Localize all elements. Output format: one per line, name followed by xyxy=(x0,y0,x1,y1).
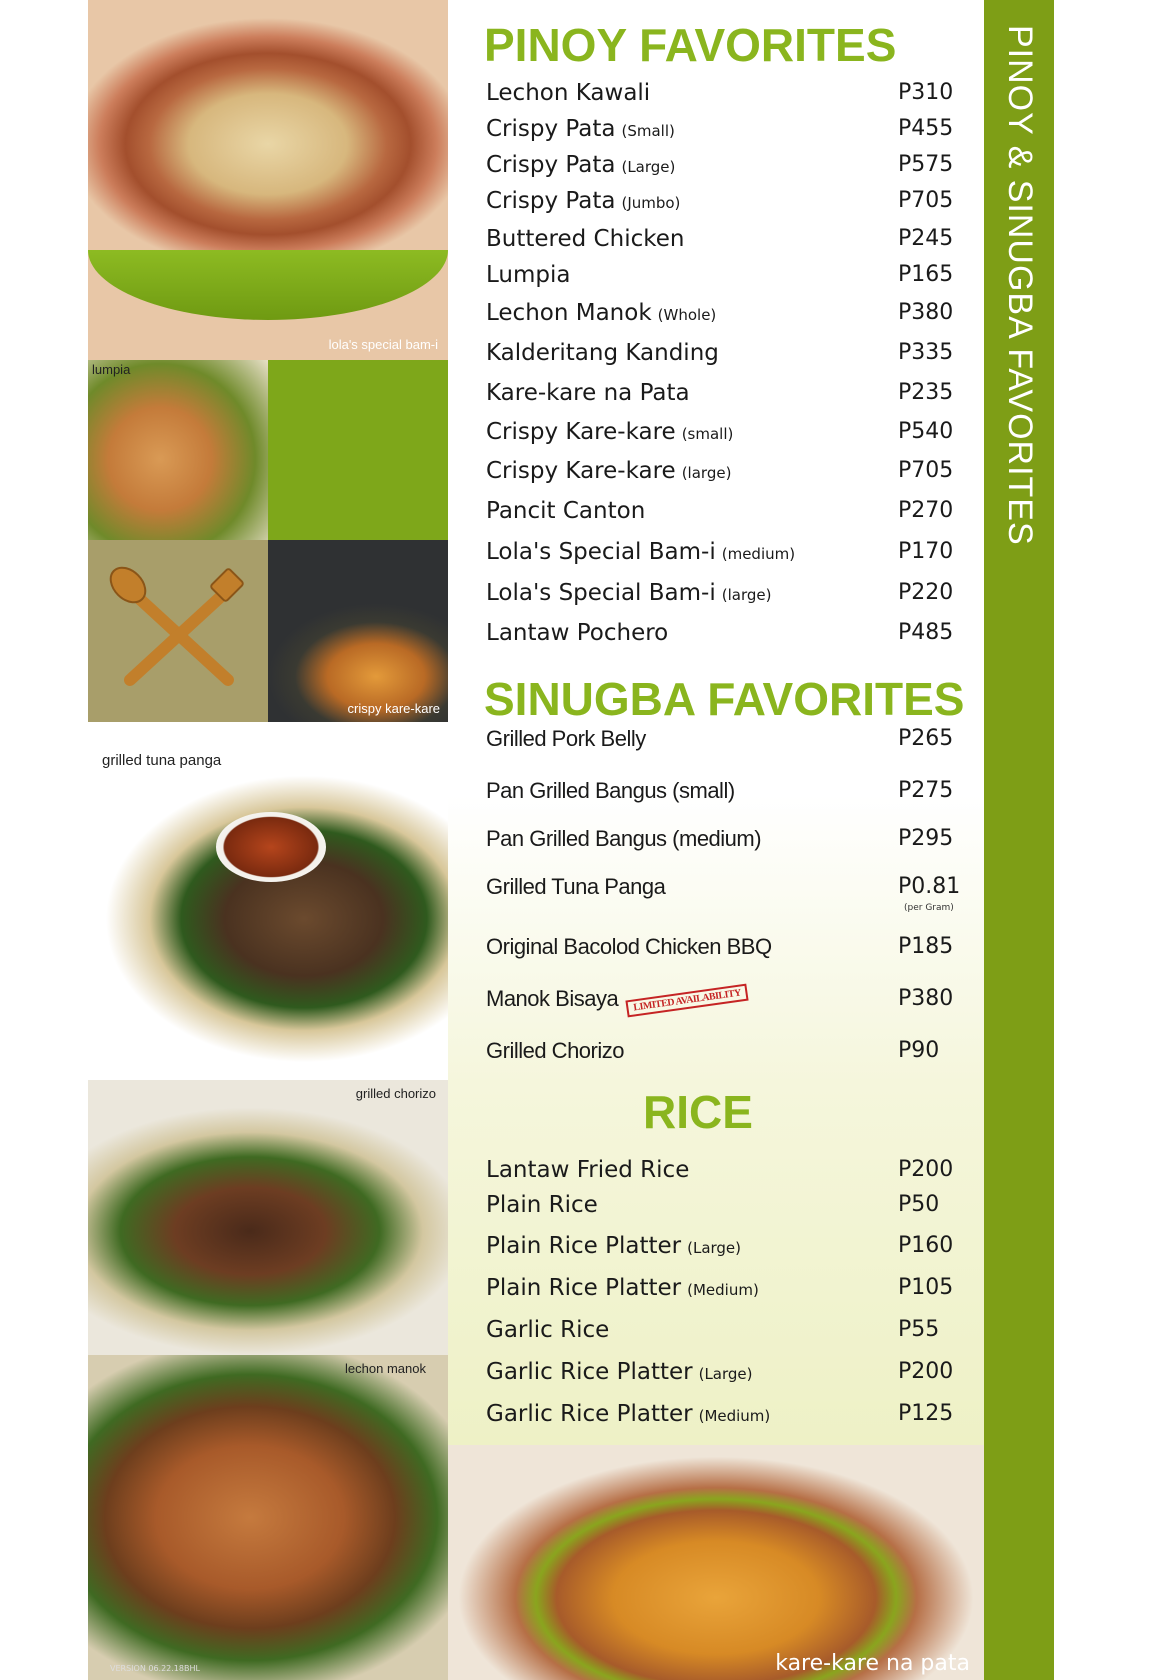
menu-item xyxy=(486,300,966,336)
item-name-text: Plain Rice Platter xyxy=(486,1233,682,1259)
item-name-text: Lantaw Fried Rice xyxy=(486,1157,690,1183)
item-size: (Jumbo) xyxy=(621,194,681,212)
photo-kare-kare-na-pata xyxy=(448,1445,984,1680)
item-name xyxy=(486,986,748,1012)
photo-lechon-manok xyxy=(88,1355,448,1680)
item-name xyxy=(486,778,735,804)
caption-grilled-chorizo: grilled chorizo xyxy=(355,1086,436,1101)
section-title-pinoy: PINOY FAVORITES xyxy=(484,19,897,71)
item-name-text: Plain Rice xyxy=(486,1192,598,1218)
item-size: (large) xyxy=(681,464,732,482)
item-price: P245 xyxy=(898,226,954,251)
caption-grilled-tuna-panga: grilled tuna panga xyxy=(102,752,222,769)
item-price: P105 xyxy=(898,1275,954,1300)
menu-item xyxy=(486,458,966,494)
item-price: P275 xyxy=(898,778,954,803)
section-title-sinugba: SINUGBA FAVORITES xyxy=(484,673,965,725)
item-name xyxy=(486,1192,598,1218)
item-name xyxy=(486,380,690,406)
item-name xyxy=(486,1233,741,1259)
item-price: P295 xyxy=(898,826,954,851)
bowl-band xyxy=(88,250,448,320)
item-name xyxy=(486,580,771,606)
item-price: P455 xyxy=(898,116,954,141)
item-name xyxy=(486,340,719,366)
menu-item xyxy=(486,1233,966,1269)
item-price: P125 xyxy=(898,1401,954,1426)
item-price: P185 xyxy=(898,934,954,959)
menu-item xyxy=(486,726,966,762)
section-title-rice: RICE xyxy=(643,1086,753,1138)
item-name xyxy=(486,826,761,852)
item-name xyxy=(486,1157,689,1183)
item-price: P705 xyxy=(898,458,954,483)
menu-item xyxy=(486,152,966,188)
item-size: (Medium) xyxy=(687,1281,759,1299)
item-name xyxy=(486,1038,624,1064)
menu-item xyxy=(486,934,966,970)
menu-item xyxy=(486,498,966,534)
item-price: P270 xyxy=(898,498,954,523)
item-price: P705 xyxy=(898,188,954,213)
item-size: (Whole) xyxy=(657,306,717,324)
item-size: (medium) xyxy=(721,545,796,563)
item-name-text: Grilled Pork Belly xyxy=(486,726,646,751)
item-name-text: Lechon Kawali xyxy=(486,80,651,106)
menu-item xyxy=(486,188,966,224)
item-price: P0.81 xyxy=(898,874,961,899)
side-banner-text: PINOY & SINUGBA FAVORITES xyxy=(1001,25,1039,546)
item-price: P380 xyxy=(898,986,954,1011)
price-note: (per Gram) xyxy=(904,903,954,913)
menu-item xyxy=(486,539,966,575)
item-name xyxy=(486,226,684,252)
item-price: P165 xyxy=(898,262,954,287)
menu-item xyxy=(486,620,966,656)
menu-item xyxy=(486,226,966,262)
photo-grilled-tuna-panga xyxy=(88,722,448,1080)
item-size: (Large) xyxy=(687,1239,742,1257)
item-name-text: Kalderitang Kanding xyxy=(486,340,719,366)
item-price: P335 xyxy=(898,340,954,365)
item-name xyxy=(486,188,680,214)
item-name-text: Grilled Chorizo xyxy=(486,1038,624,1063)
menu-panel xyxy=(448,0,984,1445)
item-name xyxy=(486,80,650,106)
menu-item xyxy=(486,778,966,814)
menu-item xyxy=(486,1359,966,1395)
dipping-sauce xyxy=(216,812,326,882)
photo-lumpia xyxy=(88,360,268,540)
photo-grilled-chorizo xyxy=(88,1080,448,1355)
item-name xyxy=(486,726,646,752)
item-size: (small) xyxy=(681,425,734,443)
item-price: P265 xyxy=(898,726,954,751)
item-name-text: Lola's Special Bam-i xyxy=(486,580,716,606)
item-name xyxy=(486,934,772,960)
item-name-text: Crispy Pata xyxy=(486,188,616,214)
item-name xyxy=(486,116,675,142)
item-name xyxy=(486,419,733,445)
item-price: P220 xyxy=(898,580,954,605)
item-price: P200 xyxy=(898,1359,954,1384)
item-name-text: Garlic Rice xyxy=(486,1317,610,1343)
item-size: (Medium) xyxy=(698,1407,771,1425)
item-price: P485 xyxy=(898,620,954,645)
item-name-text: Crispy Kare-kare xyxy=(486,458,676,484)
menu-item xyxy=(486,1038,966,1074)
item-price: P575 xyxy=(898,152,954,177)
menu-item xyxy=(486,1275,966,1311)
item-size: (Small) xyxy=(621,122,675,140)
item-name-text: Kare-kare na Pata xyxy=(486,380,690,406)
menu-item xyxy=(486,1157,966,1193)
item-price: P200 xyxy=(898,1157,954,1182)
item-price: P50 xyxy=(898,1192,940,1217)
item-price: P540 xyxy=(898,419,954,444)
item-name-text: Lumpia xyxy=(486,262,571,288)
photo-column xyxy=(88,0,448,1680)
item-name-text: Garlic Rice Platter xyxy=(486,1359,693,1385)
item-name xyxy=(486,300,716,326)
item-name-text: Pancit Canton xyxy=(486,498,646,524)
item-size: (Large) xyxy=(621,158,676,176)
limited-availability-stamp: LIMITED AVAILABILITY xyxy=(626,983,749,1017)
menu-item xyxy=(486,419,966,455)
item-name-text: Crispy Pata xyxy=(486,152,616,178)
caption-crispy-kare-kare: crispy kare-kare xyxy=(347,701,440,716)
item-name-text: Grilled Tuna Panga xyxy=(486,874,666,899)
item-size: (Large) xyxy=(698,1365,753,1383)
version-label: VERSION 06.22.18BHL xyxy=(110,1664,200,1673)
item-price: P160 xyxy=(898,1233,954,1258)
item-name-text: Lola's Special Bam-i xyxy=(486,539,716,565)
menu-item xyxy=(486,580,966,616)
menu-item xyxy=(486,874,966,913)
menu-item xyxy=(486,80,966,116)
item-name-text: Manok Bisaya xyxy=(486,986,619,1011)
menu-item xyxy=(486,1317,966,1353)
menu-item xyxy=(486,826,966,862)
item-name-text: Buttered Chicken xyxy=(486,226,685,252)
item-name-text: Crispy Pata xyxy=(486,116,616,142)
item-name xyxy=(486,539,795,565)
item-name xyxy=(486,262,570,288)
caption-lechon-manok: lechon manok xyxy=(345,1361,426,1376)
menu-item xyxy=(486,380,966,416)
utensil-tile xyxy=(88,540,268,722)
item-name-text: Lantaw Pochero xyxy=(486,620,669,646)
menu-item xyxy=(486,986,966,1022)
item-name xyxy=(486,1401,770,1427)
menu-item xyxy=(486,1401,966,1437)
spoon-fork-icon xyxy=(88,540,268,722)
menu-item xyxy=(486,340,966,376)
menu-item xyxy=(486,116,966,152)
item-name xyxy=(486,874,665,900)
menu-item xyxy=(486,1192,966,1228)
item-name-text: Lechon Manok xyxy=(486,300,652,326)
item-name xyxy=(486,1359,753,1385)
item-name xyxy=(486,498,645,524)
item-price: P90 xyxy=(898,1038,940,1063)
item-name xyxy=(486,458,731,484)
caption-kare-kare-na-pata: kare-kare na pata xyxy=(775,1651,970,1676)
item-name xyxy=(486,1275,759,1301)
green-tile xyxy=(268,360,448,540)
menu-item xyxy=(486,262,966,298)
item-name-text: Pan Grilled Bangus (small) xyxy=(486,778,735,803)
item-price: P380 xyxy=(898,300,954,325)
item-name-text: Original Bacolod Chicken BBQ xyxy=(486,934,772,959)
item-price: P310 xyxy=(898,80,954,105)
item-price: P55 xyxy=(898,1317,940,1342)
item-name-text: Pan Grilled Bangus (medium) xyxy=(486,826,762,851)
item-size: (large) xyxy=(721,586,772,604)
caption-lumpia: lumpia xyxy=(92,362,131,377)
item-price: P235 xyxy=(898,380,954,405)
item-name xyxy=(486,620,668,646)
item-name-text: Garlic Rice Platter xyxy=(486,1401,693,1427)
caption-bami: lola's special bam-i xyxy=(328,337,438,352)
item-name-text: Plain Rice Platter xyxy=(486,1275,682,1301)
item-name xyxy=(486,1317,609,1343)
item-price: P170 xyxy=(898,539,954,564)
photo-crispy-kare-kare xyxy=(268,540,448,722)
item-name xyxy=(486,152,675,178)
photo-bami xyxy=(88,0,448,360)
item-name-text: Crispy Kare-kare xyxy=(486,419,676,445)
